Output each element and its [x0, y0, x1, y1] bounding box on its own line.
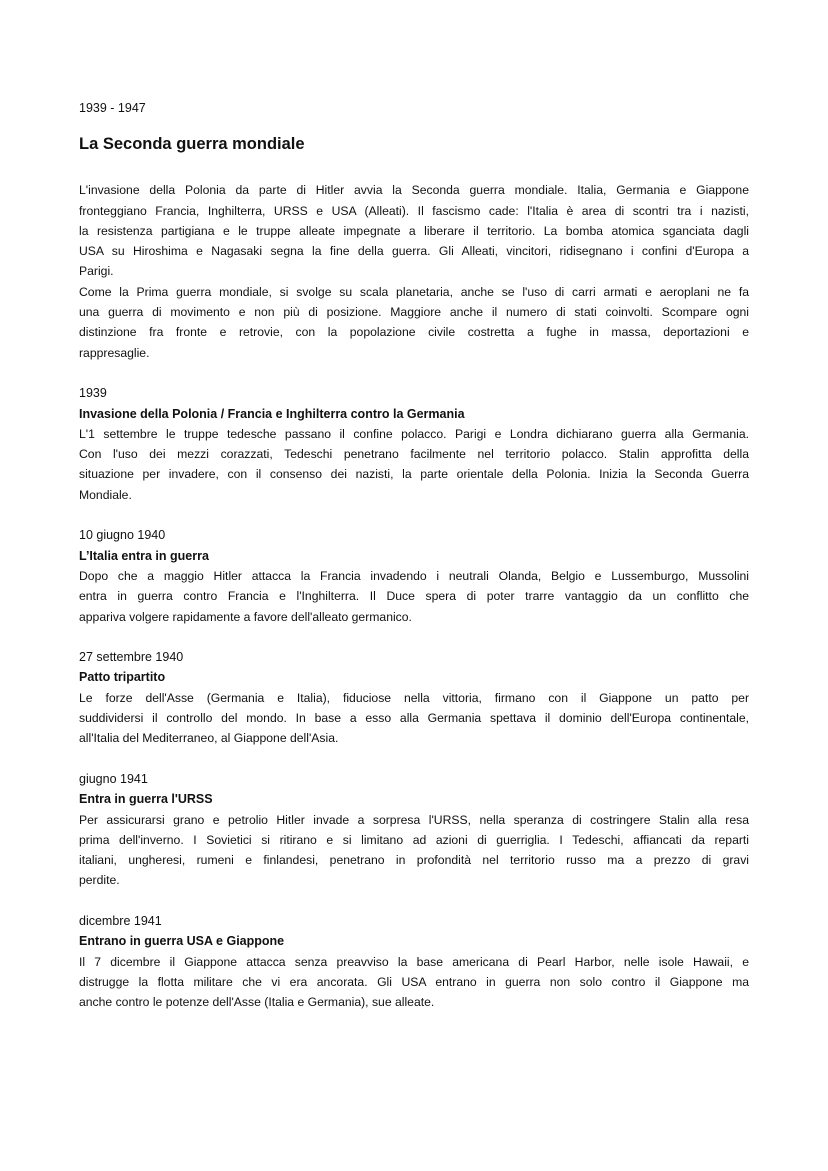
timeline-sections — [79, 383, 749, 1012]
section-heading: L’Italia entra in guerra — [79, 548, 209, 563]
section-body — [79, 688, 749, 749]
timeline-section — [79, 911, 749, 1012]
text-line: entra in guerra contro Francia e l'Inghilterra. Il Duce spera di poter trarre vantaggio da un conflitto che — [79, 589, 749, 604]
text-line: la resistenza partigiana e le truppe alleate impegnate a liberare il territorio. La bomba atomica sganciata dagli — [79, 223, 749, 238]
text-line: perdite. — [79, 873, 120, 888]
text-line: situazione per invadere, con il consenso dei nazisti, la parte orientale della Polonia. Inizia la Seconda Guerra — [79, 467, 749, 482]
document-page — [79, 98, 749, 1012]
text-line: L'1 settembre le truppe tedesche passano il confine polacco. Parigi e Londra dichiarano guerra alla Germania. — [79, 426, 749, 441]
text-line: una guerra di movimento e non più di posizione. Maggiore anche il numero di stati coinvolti. Scompare ogni — [79, 305, 749, 320]
text-line: distrugge la flotta militare che vi era ancorata. Gli USA entrano in guerra non solo contro il Giappone ma — [79, 974, 749, 989]
section-body — [79, 810, 749, 891]
section-body — [79, 566, 749, 627]
timeline-section — [79, 525, 749, 626]
text-line: all'Italia del Mediterraneo, al Giappone dell'Asia. — [79, 731, 339, 746]
text-line: Mondiale. — [79, 487, 132, 502]
section-date: 10 giugno 1940 — [79, 528, 166, 543]
text-line: L'invasione della Polonia da parte di Hitler avvia la Seconda guerra mondiale. Italia, Germania e Giappone — [79, 183, 749, 198]
section-body — [79, 424, 749, 505]
page-title: La Seconda guerra mondiale — [79, 135, 305, 154]
text-line: prima dell'inverno. I Sovietici si ritirano e si limitano ad azioni di guerriglia. I Tedeschi, affiancati da reparti — [79, 832, 749, 847]
text-line: Dopo che a maggio Hitler attacca la Francia invadendo i neutrali Olanda, Belgio e Lussemburgo, Mussolini — [79, 568, 749, 583]
text-line: Per assicurarsi grano e petrolio Hitler invade a sorpresa l'URSS, nella speranza di costringere Stalin alla resa — [79, 812, 749, 827]
text-line: Parigi. — [79, 264, 114, 279]
section-heading: Entrano in guerra USA e Giappone — [79, 934, 285, 949]
section-body — [79, 952, 749, 1013]
period-label: 1939 - 1947 — [79, 101, 146, 115]
timeline-section — [79, 383, 749, 505]
text-line: Il 7 dicembre il Giappone attacca senza preavviso la base americana di Pearl Harbor, nelle isole Hawaii, e — [79, 954, 749, 969]
section-date: giugno 1941 — [79, 771, 148, 786]
section-date: 27 settembre 1940 — [79, 650, 184, 665]
text-line: appariva volgere rapidamente a favore dell'alleato germanico. — [79, 609, 412, 624]
section-heading: Patto tripartito — [79, 670, 166, 685]
text-line: rappresaglie. — [79, 345, 150, 360]
timeline-section — [79, 647, 749, 748]
text-line: distinzione fra fronte e retrovie, con la popolazione civile costretta a fughe in massa, deportazioni e — [79, 325, 749, 340]
text-line: fronteggiano Francia, Inghilterra, URSS e USA (Alleati). Il fascismo cade: l'Italia è area di scontri tra i nazisti, — [79, 203, 749, 218]
text-line: suddividersi il controllo del mondo. In base a esso alla Germania spettava il dominio dell'Europa continentale, — [79, 711, 749, 726]
text-line: Con l'uso dei mezzi corazzati, Tedeschi penetrano facilmente nel territorio polacco. Stalin approfitta della — [79, 447, 749, 462]
text-line: Come la Prima guerra mondiale, si svolge su scala planetaria, anche se l'uso di carri armati e aeroplani ne fa — [79, 284, 749, 299]
intro-paragraph — [79, 180, 749, 363]
section-heading: Invasione della Polonia / Francia e Inghilterra contro la Germania — [79, 406, 465, 421]
text-line: USA su Hiroshima e Nagasaki segna la fine della guerra. Gli Alleati, vincitori, ridisegnano i confini d'Europa a — [79, 244, 749, 259]
text-line: Le forze dell'Asse (Germania e Italia), fiduciose nella vittoria, firmano con il Giappone un patto per — [79, 690, 749, 705]
section-date: 1939 — [79, 386, 107, 401]
text-line: anche contro le potenze dell'Asse (Italia e Germania), sue alleate. — [79, 995, 435, 1010]
section-heading: Entra in guerra l'URSS — [79, 792, 213, 807]
section-date: dicembre 1941 — [79, 913, 162, 928]
text-line: italiani, ungheresi, rumeni e finlandesi, penetrano in profondità nel territorio russo ma a prezzo di gravi — [79, 853, 749, 868]
timeline-section — [79, 769, 749, 891]
